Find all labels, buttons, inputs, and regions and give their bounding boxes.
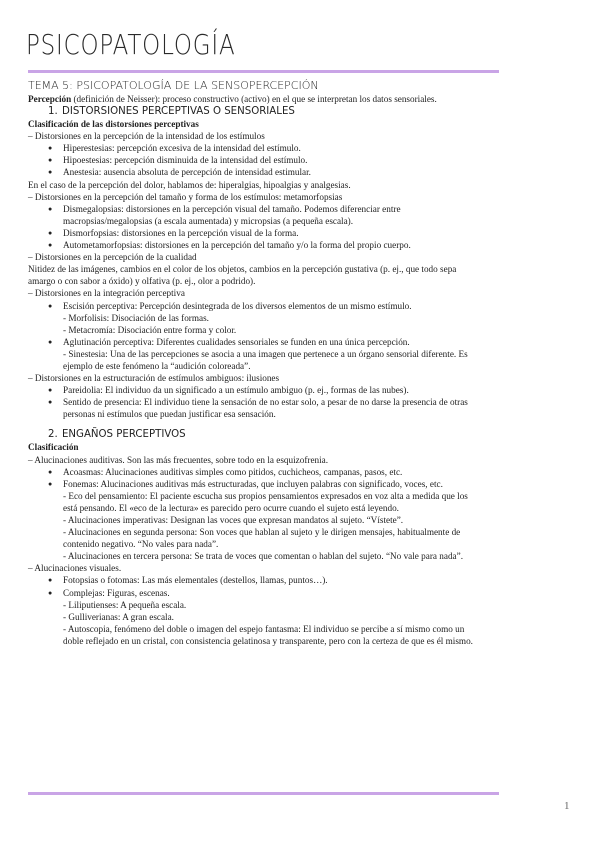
bullet-item: ● Hipoestesias: percepción disminuida de la intensidad del estímulo. [28,154,568,166]
definition-text: (definición de Neisser): proceso constructivo (activo) en el que se interpretan los datos sensoriales. [71,94,437,104]
sub-item: - Gulliverianas: A gran escala. [63,611,174,622]
top-divider [28,70,499,73]
sub-item: - Sinestesia: Una de las percepciones se asocia a una imagen que pertenece a un órgano sensorial diferente. Es [63,348,468,359]
sub-item: - Eco del pensamiento: El paciente escucha sus propios pensamientos expresados en voz alta a medida que los [63,490,468,501]
subheading: Clasificación de las distorsiones perceptivas [28,119,199,130]
section-heading [28,105,568,118]
definition-line [28,93,568,105]
page-number: 1 [564,800,570,812]
text-line: – Distorsiones en la percepción de la intensidad de los estímulos [28,131,265,142]
bullet-item: ● Pareidolia: El individuo da un significado a un estímulo ambiguo (p. ej., formas de las nubes). [28,384,568,396]
subheading: Clasificación [28,442,79,453]
bottom-divider [28,792,499,795]
sub-item: - Metacromía: Disociación entre forma y color. [63,324,237,335]
chapter-heading: TEMA 5: PSICOPATOLOGÍA DE LA SENSOPERCEPCIÓN [28,79,319,92]
text-line: – Distorsiones en la integración perceptiva [28,288,185,299]
sub-item: - Morfolisis: Disociación de las formas. [63,312,209,323]
sub-item: está pensando. El «eco de la lectura» es parecido pero ocurre cuando el sujeto está leyendo. [63,502,399,513]
text-line: En el caso de la percepción del dolor, hablamos de: hiperalgias, hipoalgias y analgesias. [28,179,351,190]
text-line: amargo o con sabor a óxido) y olfativa (p. ej., olor a podrido). [28,276,256,287]
sub-item: - Alucinaciones en segunda persona: Son voces que hablan al sujeto y le dirigen mensajes, habitualmente de [63,527,461,538]
section-number: 2. [48,429,58,441]
document-title: PSICOPATOLOGÍA [26,28,236,61]
text-line: – Distorsiones en la percepción del tamaño y forma de los estímulos: metamorfopsias [28,191,343,202]
section-title: ENGAÑOS PERCEPTIVOS [62,429,186,441]
sub-item: doble reflejado en un cristal, con consistencia gelatinosa y transparente, pero con la certeza de que es él mismo. [63,635,473,646]
bullet-item: ● Autometamorfopsias: distorsiones en la percepción del tamaño y/o la forma del propio cuerpo. [28,239,568,251]
sub-item: contenido negativo. “No vales para nada”. [63,539,219,550]
sub-item: - Alucinaciones imperativas: Designan las voces que expresan mandatos al sujeto. “Vístete”. [63,515,404,525]
text-line: – Distorsiones en la percepción de la cualidad [28,252,197,263]
bullet-item: ● Fotopsias o fotomas: Las más elementales (destellos, llamas, puntos…). [28,574,568,586]
bullet-item: ● Sentido de presencia: El individuo tiene la sensación de no estar solo, a pesar de no darse la presencia de otras [28,396,568,408]
bullet-item: ● Acoasmas: Alucinaciones auditivas simples como pitidos, cuchicheos, campanas, pasos, etc. [28,466,568,478]
section-title: DISTORSIONES PERCEPTIVAS O SENSORIALES [62,106,295,118]
bullet-continuation: macropsias/megalopsias (a escala aumentada) y micropsias (a pequeña escala). [63,215,354,226]
bullet-item: ● Dismorfopsias: distorsiones en la percepción visual de la forma. [28,227,568,239]
sub-item: - Autoscopia, fenómeno del doble o imagen del espejo fantasma: El individuo se percibe a sí mismo como un [63,623,465,634]
bullet-item: ● Aglutinación perceptiva: Diferentes cualidades sensoriales se funden en una única percepción. [28,336,568,348]
sub-item: - Liliputienses: A pequeña escala. [63,599,187,610]
bullet-item: ● Escisión perceptiva: Percepción desintegrada de los diversos elementos de un mismo estímulo. [28,300,568,312]
bullet-item: ● Anestesia: ausencia absoluta de percepción de intensidad estimular. [28,166,568,178]
bullet-item: ● Hiperestesias: percepción excesiva de la intensidad del estímulo. [28,142,568,154]
text-line: – Alucinaciones auditivas. Son las más frecuentes, sobre todo en la esquizofrenia. [28,454,329,465]
bullet-item: ● Complejas: Figuras, escenas. [28,587,568,599]
text-line: Nitidez de las imágenes, cambios en el color de los objetos, cambios en la percepción gustativa (p. ej., que todo sepa [28,264,457,275]
sub-item: ejemplo de este fenómeno la “audición coloreada”. [63,360,251,371]
bullet-item: ● Dismegalopsias: distorsiones en la percepción visual del tamaño. Podemos diferenciar entre [28,203,568,215]
spacer [28,420,568,428]
text-line: – Distorsiones en la estructuración de estímulos ambiguos: ilusiones [28,373,280,384]
bullet-continuation: personas ni estímulos que puedan justificar esa sensación. [63,409,276,420]
defined-term: Percepción [28,94,72,104]
section-number: 1. [48,106,58,118]
section-heading [28,428,568,441]
bullet-item: ● Fonemas: Alucinaciones auditivas más estructuradas, que incluyen palabras con significado, voces, etc. [28,478,568,490]
document-body [28,79,568,647]
sub-item: - Alucinaciones en tercera persona: Se trata de voces que comentan o hablan del sujeto. “No vale para nada”. [63,551,463,562]
text-line: – Alucinaciones visuales. [28,563,122,574]
